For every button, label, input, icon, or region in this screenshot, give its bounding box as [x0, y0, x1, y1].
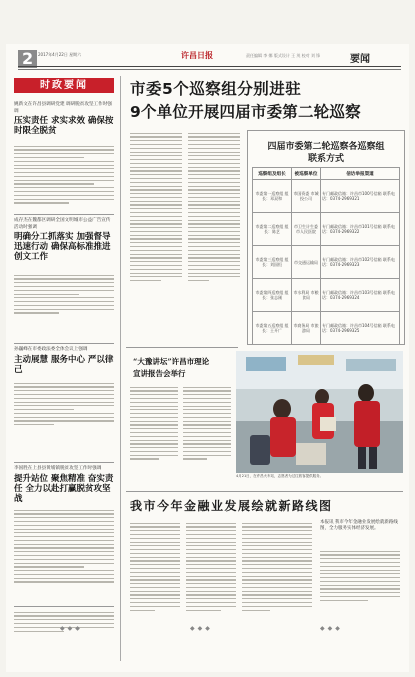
left-divider-4	[14, 606, 114, 607]
table-header: 信访举报渠道	[321, 168, 400, 180]
table-cell-contact: 专门邮政信箱：许昌市100号信箱 联系电话：0374-2969321	[321, 180, 400, 213]
patrol-contacts-box	[247, 130, 405, 345]
left-story-1-body	[14, 143, 114, 206]
table-row	[253, 312, 400, 345]
paper-logo: 许昌日报	[181, 50, 213, 60]
table-cell-group: 市委第二巡察组 组长：陈艺	[253, 213, 292, 246]
story-divider	[126, 347, 238, 348]
left-divider-2	[14, 343, 114, 344]
table-cell-group: 市委第四巡察组 组长：张志刚	[253, 279, 292, 312]
section-name: 要闻	[350, 54, 370, 65]
bottom-rule	[126, 491, 403, 492]
left-story-3-heading[interactable]	[14, 347, 114, 375]
left-story-4-body	[14, 507, 114, 585]
table-cell-contact: 专门邮政信箱：许昌市104号信箱 联系电话：0374-2969325	[321, 312, 400, 345]
table-cell-units: 市国资委 市城投公司	[292, 180, 321, 213]
infobox-title-line-1: 四届市委第二轮巡察各巡察组	[267, 142, 385, 152]
bottom-blurb: 本报讯 我市今年金融业发展绘就新路线图，全力服务实体经济发展。	[320, 520, 398, 531]
left-divider-3	[14, 462, 114, 463]
bottom-story-col-4	[320, 548, 400, 604]
story-2-title-line-1[interactable]: “大豫讲坛”许昌市理论	[133, 357, 210, 366]
table-cell-group: 市委第五巡察组 组长：王开广	[253, 312, 292, 345]
left-story-3-title: 主动展慧 服务中心 严以律己	[14, 354, 114, 375]
left-story-4-title: 提升站位 聚焦精准 奋实责任 全力以赴打赢脱贫攻坚战	[14, 473, 114, 504]
left-story-1-title: 压实责任 求实求效 确保按时限全脱贫	[14, 116, 114, 136]
section-banner: 时政要闻	[14, 78, 114, 93]
table-row	[253, 279, 400, 312]
left-story-3-body	[14, 380, 114, 428]
page-ornament-left: ◆◆◆	[60, 625, 83, 632]
left-divider-1	[14, 214, 114, 215]
left-story-1-kicker: 姚新文在许昌县调研党建 调研脱贫攻坚工作时强调	[14, 102, 112, 114]
contacts-table	[252, 167, 400, 345]
story-2-col-2	[183, 384, 231, 462]
table-cell-units: 市卫生计生委 市人民医院	[292, 213, 321, 246]
table-cell-contact: 专门邮政信箱：许昌市101号信箱 联系电话：0374-2969322	[321, 213, 400, 246]
photo-caption: 4月21日，在许昌火车站，志愿者为过往旅客提供服务。	[236, 474, 324, 478]
date-line: 2017年4月22日 星期六	[38, 52, 82, 57]
table-cell-contact: 专门邮政信箱：许昌市102号信箱 联系电话：0374-2969323	[321, 246, 400, 279]
table-row	[253, 246, 400, 279]
header-rule	[18, 66, 401, 67]
bottom-story-col-2	[186, 520, 236, 613]
page-number: 2	[18, 50, 37, 68]
left-story-2-kicker: 成存杰在魏都区调研全国文明城市公益广告宣传活动时强调	[14, 218, 111, 230]
table-cell-group: 市委第一巡察组 组长：邓双和	[253, 180, 292, 213]
left-story-2-heading[interactable]	[14, 218, 114, 262]
left-story-2-title: 明确分工抓落实 加强督导 迅速行动 确保高标准推进创文工作	[14, 232, 111, 262]
left-story-3-kicker: 孙巍峰在市委政法委全体会议上强调	[14, 347, 88, 352]
left-story-4-heading[interactable]	[14, 466, 114, 504]
column-rule	[120, 76, 121, 661]
story-2-title-line-2[interactable]: 宣讲报告会举行	[133, 369, 186, 378]
table-cell-units: 市交通运输局	[292, 246, 321, 279]
page-ornament-center: ◆◆◆	[190, 625, 213, 632]
main-story-col-1	[130, 130, 182, 284]
infobox-title-line-2: 联系方式	[307, 154, 344, 164]
table-row	[253, 180, 400, 213]
story-2-col-1	[130, 384, 178, 462]
main-story-col-2	[188, 130, 240, 284]
table-cell-units: 市水利局 市粮食局	[292, 279, 321, 312]
table-header: 巡察组及组长	[253, 168, 292, 180]
table-cell-units: 市商务局 市旅游局	[292, 312, 321, 345]
left-story-4-kicker: 李国胜在上县县黄埔镇脱贫攻坚工作时强调	[14, 466, 102, 471]
volunteers-photo-illustration	[236, 351, 403, 473]
left-story-1-heading[interactable]	[14, 102, 114, 136]
bottom-headline[interactable]: 我市今年金融业发展绘就新路线图	[130, 499, 333, 513]
news-photo	[236, 351, 403, 473]
main-headline-line-1[interactable]: 市委5个巡察组分别进驻	[130, 80, 302, 98]
table-row	[253, 213, 400, 246]
table-cell-group: 市委第三巡察组 组长：刘国恒	[253, 246, 292, 279]
table-header: 被巡察单位	[292, 168, 321, 180]
editor-line: 责任编辑 李 娜 版式设计 王 茂 校对 刘 锋	[246, 53, 321, 58]
table-cell-contact: 专门邮政信箱：许昌市103号信箱 联系电话：0374-2969324	[321, 279, 400, 312]
bottom-story-col-3	[242, 520, 312, 613]
page-ornament-right: ◆◆◆	[320, 625, 343, 632]
left-story-2-body	[14, 272, 114, 316]
header-rule-thin	[18, 69, 401, 70]
main-headline-line-2[interactable]: 9个单位开展四届市委第二轮巡察	[130, 103, 361, 121]
bottom-story-col-1	[130, 520, 180, 613]
